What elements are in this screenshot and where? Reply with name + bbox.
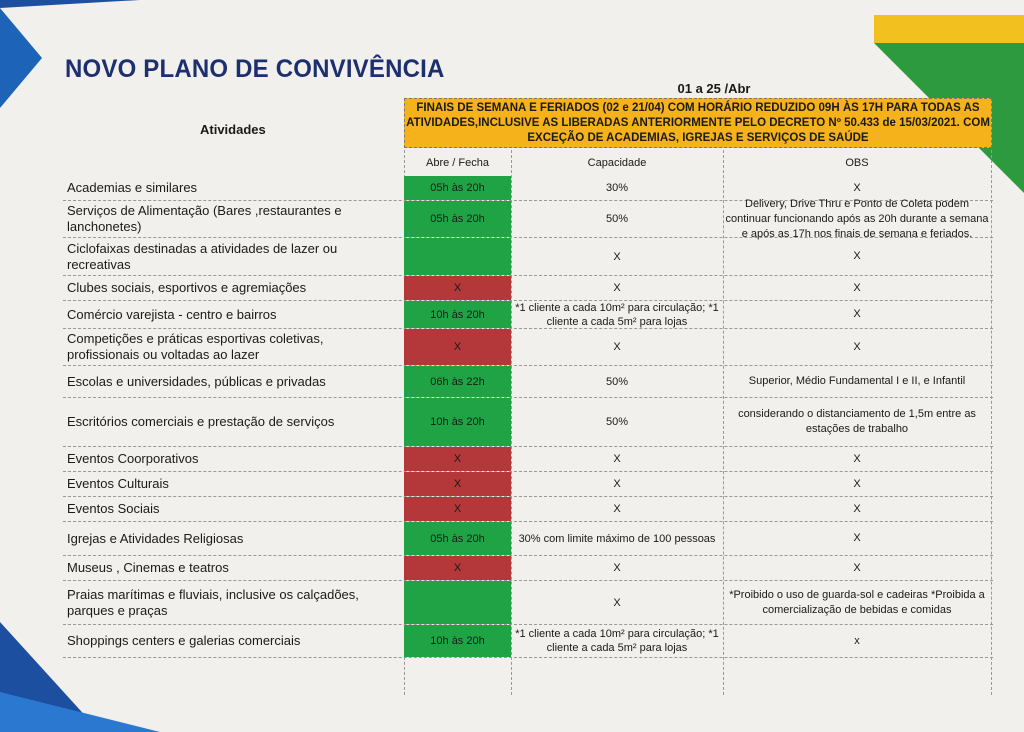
obs-cell: x	[854, 634, 860, 647]
obs-cell: considerando o distanciamento de 1,5m entre as estações de trabalho	[738, 408, 976, 435]
horario-cell: 10h às 20h	[404, 301, 511, 328]
capacidade-cell: X	[613, 282, 621, 294]
capacidade-cell: X	[613, 596, 621, 609]
capacidade-cell: 50%	[605, 375, 629, 388]
table-row	[63, 238, 993, 276]
activity-name: Eventos Sociais	[67, 501, 160, 516]
activity-name: Academias e similares	[67, 180, 198, 195]
horario-cell	[404, 581, 511, 624]
table-row	[63, 398, 993, 447]
period-label: 01 a 25 /Abr	[677, 81, 751, 96]
horario-cell: 05h às 20h	[404, 176, 511, 200]
horario-cell: X	[404, 472, 511, 496]
obs-cell: X	[853, 502, 861, 515]
activity-name: Ciclofaixas destinadas a atividades de lazer ou recreativas	[67, 240, 338, 272]
atividades-header: Atividades	[200, 122, 266, 137]
horario-cell: 10h às 20h	[404, 625, 511, 657]
table-row	[63, 472, 993, 497]
obs-cell: X	[853, 477, 861, 490]
horario-cell: X	[404, 556, 511, 580]
activity-name: Eventos Culturais	[67, 476, 169, 491]
capacidade-cell: X	[613, 341, 621, 353]
activity-name: Clubes sociais, esportivos e agremiações	[67, 280, 307, 295]
activity-name: Igrejas e Atividades Religiosas	[67, 530, 244, 546]
horario-header: Abre / Fecha	[426, 157, 489, 169]
table-row	[63, 497, 993, 522]
horario-cell: 06h às 22h	[404, 366, 511, 397]
capacidade-cell: 50%	[605, 213, 629, 225]
activity-name: Eventos Coorporativos	[67, 451, 199, 466]
horario-cell: X	[404, 447, 511, 471]
obs-cell: Delivery, Drive Thru e Ponto de Coleta podem continuar funcionando após as 20h durante a semana e após as 17h nos finais de semana e feriados.	[725, 197, 989, 240]
activity-name: Shoppings centers e galerias comerciais	[67, 633, 301, 648]
notice-banner: FINAIS DE SEMANA E FERIADOS (02 e 21/04) COM HORÁRIO REDUZIDO 09H ÀS 17H PARA TODAS AS ATIVIDADES,INCLUSIVE AS LIBERADAS ANTERIORMENTE PELO DECRETO Nº 50.433 de 15/03/2021. COM EXCEÇÃO DE ACADEMIAS, IGREJAS E SERVIÇOS DE SAÚDE	[404, 98, 992, 148]
page-title: NOVO PLANO DE CONVIVÊNCIA	[65, 55, 445, 83]
side-triangle-decoration	[0, 8, 42, 108]
table-row	[63, 329, 993, 366]
obs-cell: X	[853, 181, 861, 194]
table-row	[63, 301, 993, 329]
obs-cell: *Proibido o uso de guarda-sol e cadeiras *Proibida a comercialização de bebidas e comidas	[729, 588, 985, 616]
table-row	[63, 625, 993, 658]
capacidade-cell: *1 cliente a cada 10m² para circulação; *1 cliente a cada 5m² para lojas	[515, 628, 719, 654]
capacidade-cell: 50%	[605, 416, 629, 428]
activity-name: Competições e práticas esportivas coletivas, profissionais ou voltadas ao lazer	[67, 331, 324, 362]
capacidade-header: Capacidade	[587, 157, 647, 169]
table-row	[63, 366, 993, 398]
table-row	[63, 447, 993, 472]
capacidade-cell: X	[613, 562, 621, 574]
table-row	[63, 522, 993, 556]
obs-cell: Superior, Médio Fundamental I e II, e Infantil	[748, 375, 966, 387]
horario-cell: X	[404, 497, 511, 521]
table-row	[63, 276, 993, 301]
obs-cell: X	[853, 340, 861, 353]
activity-name: Serviços de Alimentação (Bares ,restaurantes e lanchonetes)	[67, 203, 342, 234]
obs-cell: X	[853, 561, 861, 574]
activities-table	[63, 176, 993, 658]
obs-cell: X	[853, 308, 861, 320]
activity-name: Escritórios comerciais e prestação de serviços	[67, 414, 335, 429]
table-row	[63, 581, 993, 625]
capacidade-cell: X	[613, 250, 621, 263]
bottom-stripe-decoration	[0, 692, 160, 732]
capacidade-cell: X	[613, 503, 621, 515]
capacidade-cell: 30% com limite máximo de 100 pessoas	[518, 532, 716, 545]
capacidade-cell: X	[613, 478, 621, 490]
horario-cell: 10h às 20h	[404, 398, 511, 446]
horario-cell: X	[404, 329, 511, 365]
obs-cell: X	[853, 532, 861, 544]
capacidade-cell: *1 cliente a cada 10m² para circulação; *1 cliente a cada 5m² para lojas	[515, 301, 719, 328]
obs-header: OBS	[845, 157, 869, 169]
activity-name: Comércio varejista - centro e bairros	[67, 306, 277, 322]
horario-cell	[404, 238, 511, 275]
horario-cell: X	[404, 276, 511, 300]
corner-decoration	[0, 0, 140, 8]
yellow-band-decoration	[874, 15, 1024, 43]
activity-name: Escolas e universidades, públicas e privadas	[67, 373, 326, 389]
capacidade-cell: 30%	[605, 182, 629, 194]
table-row	[63, 197, 993, 240]
horario-cell: 05h às 20h	[404, 522, 511, 555]
obs-cell: X	[853, 250, 861, 262]
table-row	[63, 556, 993, 581]
horario-cell: 05h às 20h	[404, 201, 511, 237]
capacidade-cell: X	[613, 453, 621, 465]
obs-cell: X	[853, 452, 861, 465]
obs-cell: X	[853, 281, 861, 294]
activity-name: Museus , Cinemas e teatros	[67, 560, 229, 575]
activity-name: Praias marítimas e fluviais, inclusive os calçadões, parques e praças	[67, 586, 359, 618]
